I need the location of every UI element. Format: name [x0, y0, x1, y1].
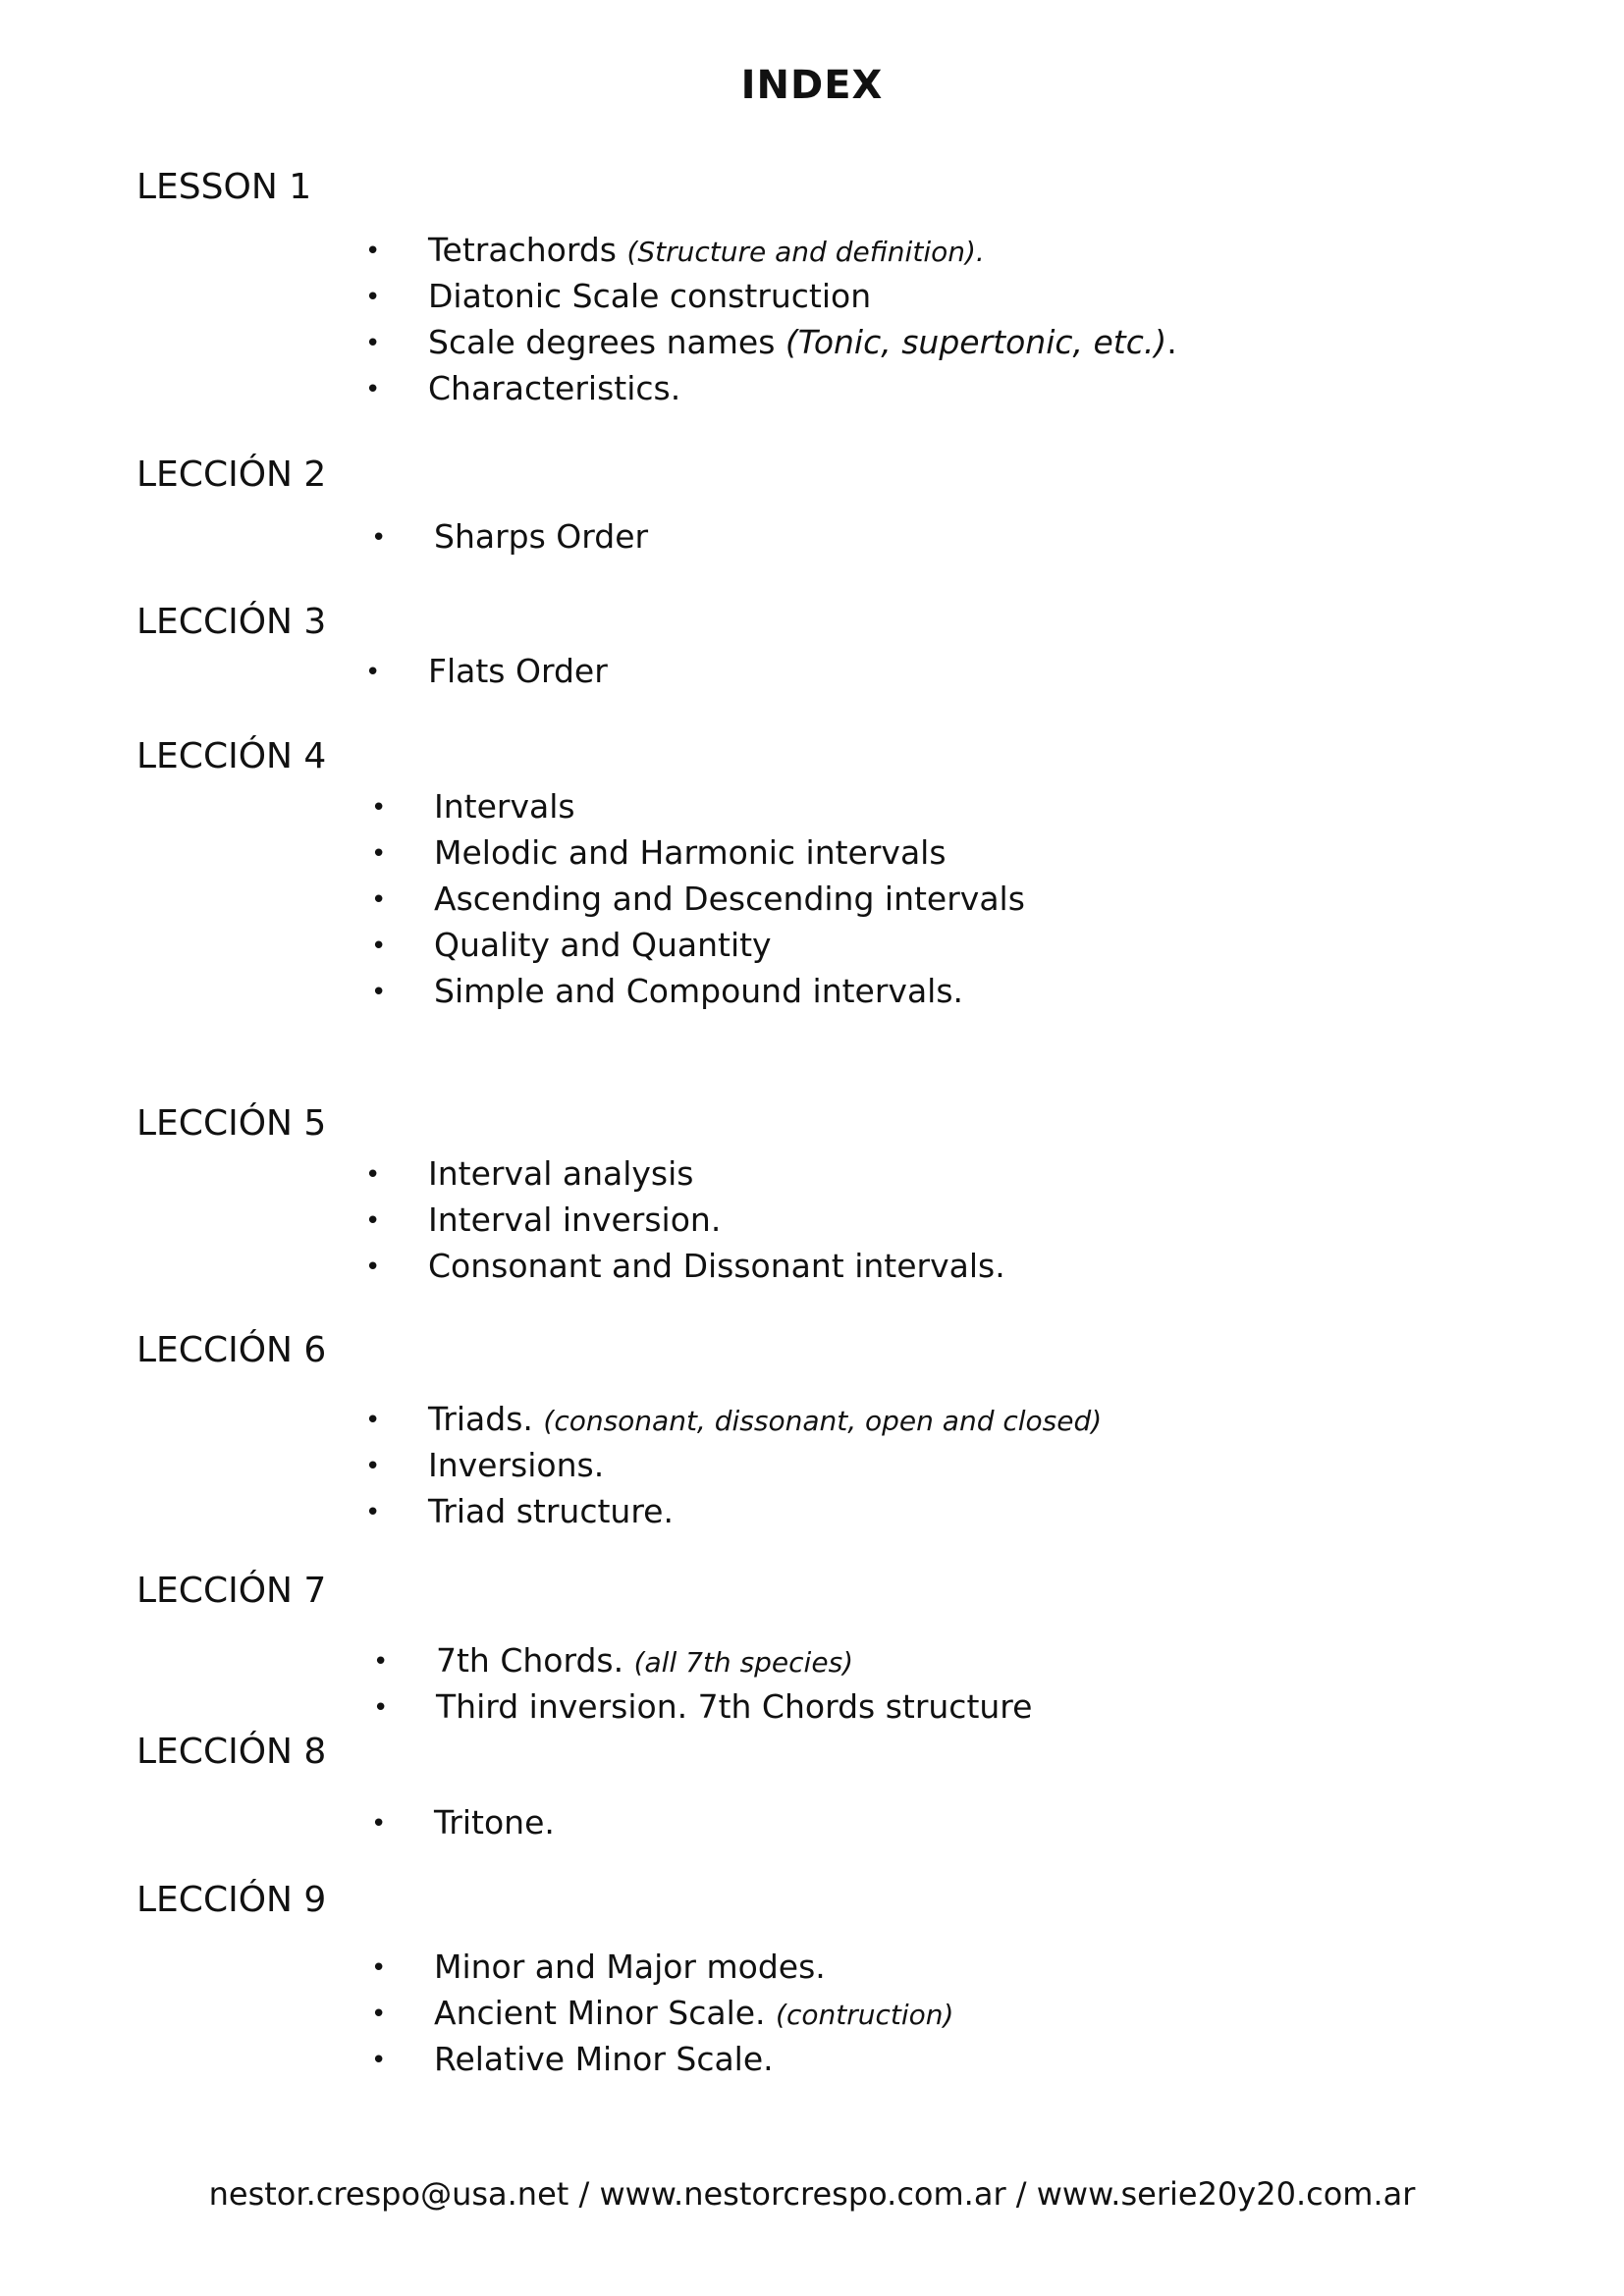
bullet-icon: • [365, 283, 381, 312]
topic-note: (contruction) [776, 1999, 954, 2031]
lesson-heading: LECCIÓN 4 [136, 736, 327, 776]
topic-text: Intervals [434, 787, 575, 826]
topic-item [365, 1400, 1103, 1438]
topic-item [365, 277, 872, 315]
topic-text: Interval analysis [428, 1154, 694, 1193]
topic-text: Simple and Compound intervals. [434, 972, 964, 1010]
topic-text: Triads. [428, 1400, 544, 1438]
topic-note: (consonant, dissonant, open and closed) [543, 1405, 1103, 1437]
lesson-heading: LECCIÓN 8 [136, 1732, 327, 1772]
bullet-icon: • [371, 978, 387, 1007]
topic-item [371, 972, 964, 1010]
topic-text: Minor and Major modes. [434, 1948, 826, 1986]
topic-item [371, 517, 649, 556]
topic-text: Interval inversion. [428, 1201, 722, 1239]
bullet-icon: • [371, 1953, 387, 1983]
topic-item [371, 1803, 555, 1842]
topic-text: Scale degrees names [428, 323, 785, 361]
topic-item [371, 880, 1025, 918]
topic-item [365, 231, 985, 269]
topic-text: Quality and Quantity [434, 926, 772, 964]
topic-item [371, 926, 772, 964]
lesson-heading: LESSON 1 [136, 167, 312, 207]
topic-text: Third inversion. 7th Chords structure [436, 1687, 1033, 1726]
topic-text: Melodic and Harmonic intervals [434, 833, 947, 872]
footer-contact: nestor.crespo@usa.net / www.nestorcrespo.com.ar / www.serie20y20.com.ar [208, 2175, 1416, 2213]
bullet-icon: • [371, 793, 387, 823]
bullet-icon: • [371, 523, 387, 553]
topic-text: Triad structure. [428, 1492, 674, 1530]
lesson-heading: LECCIÓN 7 [136, 1571, 327, 1611]
topic-text: Relative Minor Scale. [434, 2040, 774, 2078]
lesson-heading: LECCIÓN 6 [136, 1330, 327, 1370]
topic-item [365, 1247, 1005, 1285]
lesson-heading: LECCIÓN 3 [136, 602, 327, 642]
topic-text: Flats Order [428, 652, 608, 690]
topic-text: Ancient Minor Scale. [434, 1994, 777, 2032]
topic-item [371, 1994, 954, 2032]
topic-text: Inversions. [428, 1446, 605, 1484]
bullet-icon: • [371, 2000, 387, 2029]
bullet-icon: • [365, 375, 381, 404]
bullet-icon: • [365, 658, 381, 687]
topic-item [371, 1948, 826, 1986]
topic-item [371, 787, 575, 826]
topic-text: Consonant and Dissonant intervals. [428, 1247, 1005, 1285]
bullet-icon: • [373, 1647, 389, 1677]
topic-item [373, 1641, 854, 1680]
topic-text: Tritone. [434, 1803, 555, 1842]
bullet-icon: • [365, 1160, 381, 1190]
topic-text: Characteristics. [428, 369, 681, 407]
topic-item [371, 833, 947, 872]
bullet-icon: • [365, 237, 381, 266]
topic-note: (Structure and definition). [626, 236, 985, 268]
topic-item [365, 323, 1177, 361]
bullet-icon: • [371, 2046, 387, 2075]
page-title: INDEX [740, 63, 884, 108]
topic-item [365, 1492, 674, 1530]
topic-punctuation: . [1166, 323, 1177, 361]
bullet-icon: • [365, 1406, 381, 1435]
topic-text: Diatonic Scale construction [428, 277, 872, 315]
topic-text: 7th Chords. [436, 1641, 634, 1680]
topic-item [365, 1201, 722, 1239]
topic-note: (all 7th species) [633, 1646, 854, 1679]
bullet-icon: • [365, 1206, 381, 1236]
topic-item [373, 1687, 1033, 1726]
topic-item [365, 1446, 605, 1484]
bullet-icon: • [365, 1253, 381, 1282]
lesson-heading: LECCIÓN 9 [136, 1880, 327, 1920]
lesson-heading: LECCIÓN 5 [136, 1103, 327, 1144]
bullet-icon: • [365, 1498, 381, 1527]
bullet-icon: • [371, 839, 387, 869]
topic-text: Sharps Order [434, 517, 649, 556]
bullet-icon: • [373, 1693, 389, 1723]
lesson-heading: LECCIÓN 2 [136, 454, 327, 495]
bullet-icon: • [371, 932, 387, 961]
topic-text: Ascending and Descending intervals [434, 880, 1025, 918]
topic-note: (Tonic, supertonic, etc.) [785, 323, 1167, 361]
topic-item [365, 369, 681, 407]
topic-item [365, 652, 608, 690]
bullet-icon: • [365, 1452, 381, 1481]
bullet-icon: • [371, 1809, 387, 1839]
topic-item [365, 1154, 694, 1193]
bullet-icon: • [365, 329, 381, 358]
topic-item [371, 2040, 774, 2078]
topic-text: Tetrachords [428, 231, 627, 269]
bullet-icon: • [371, 885, 387, 915]
